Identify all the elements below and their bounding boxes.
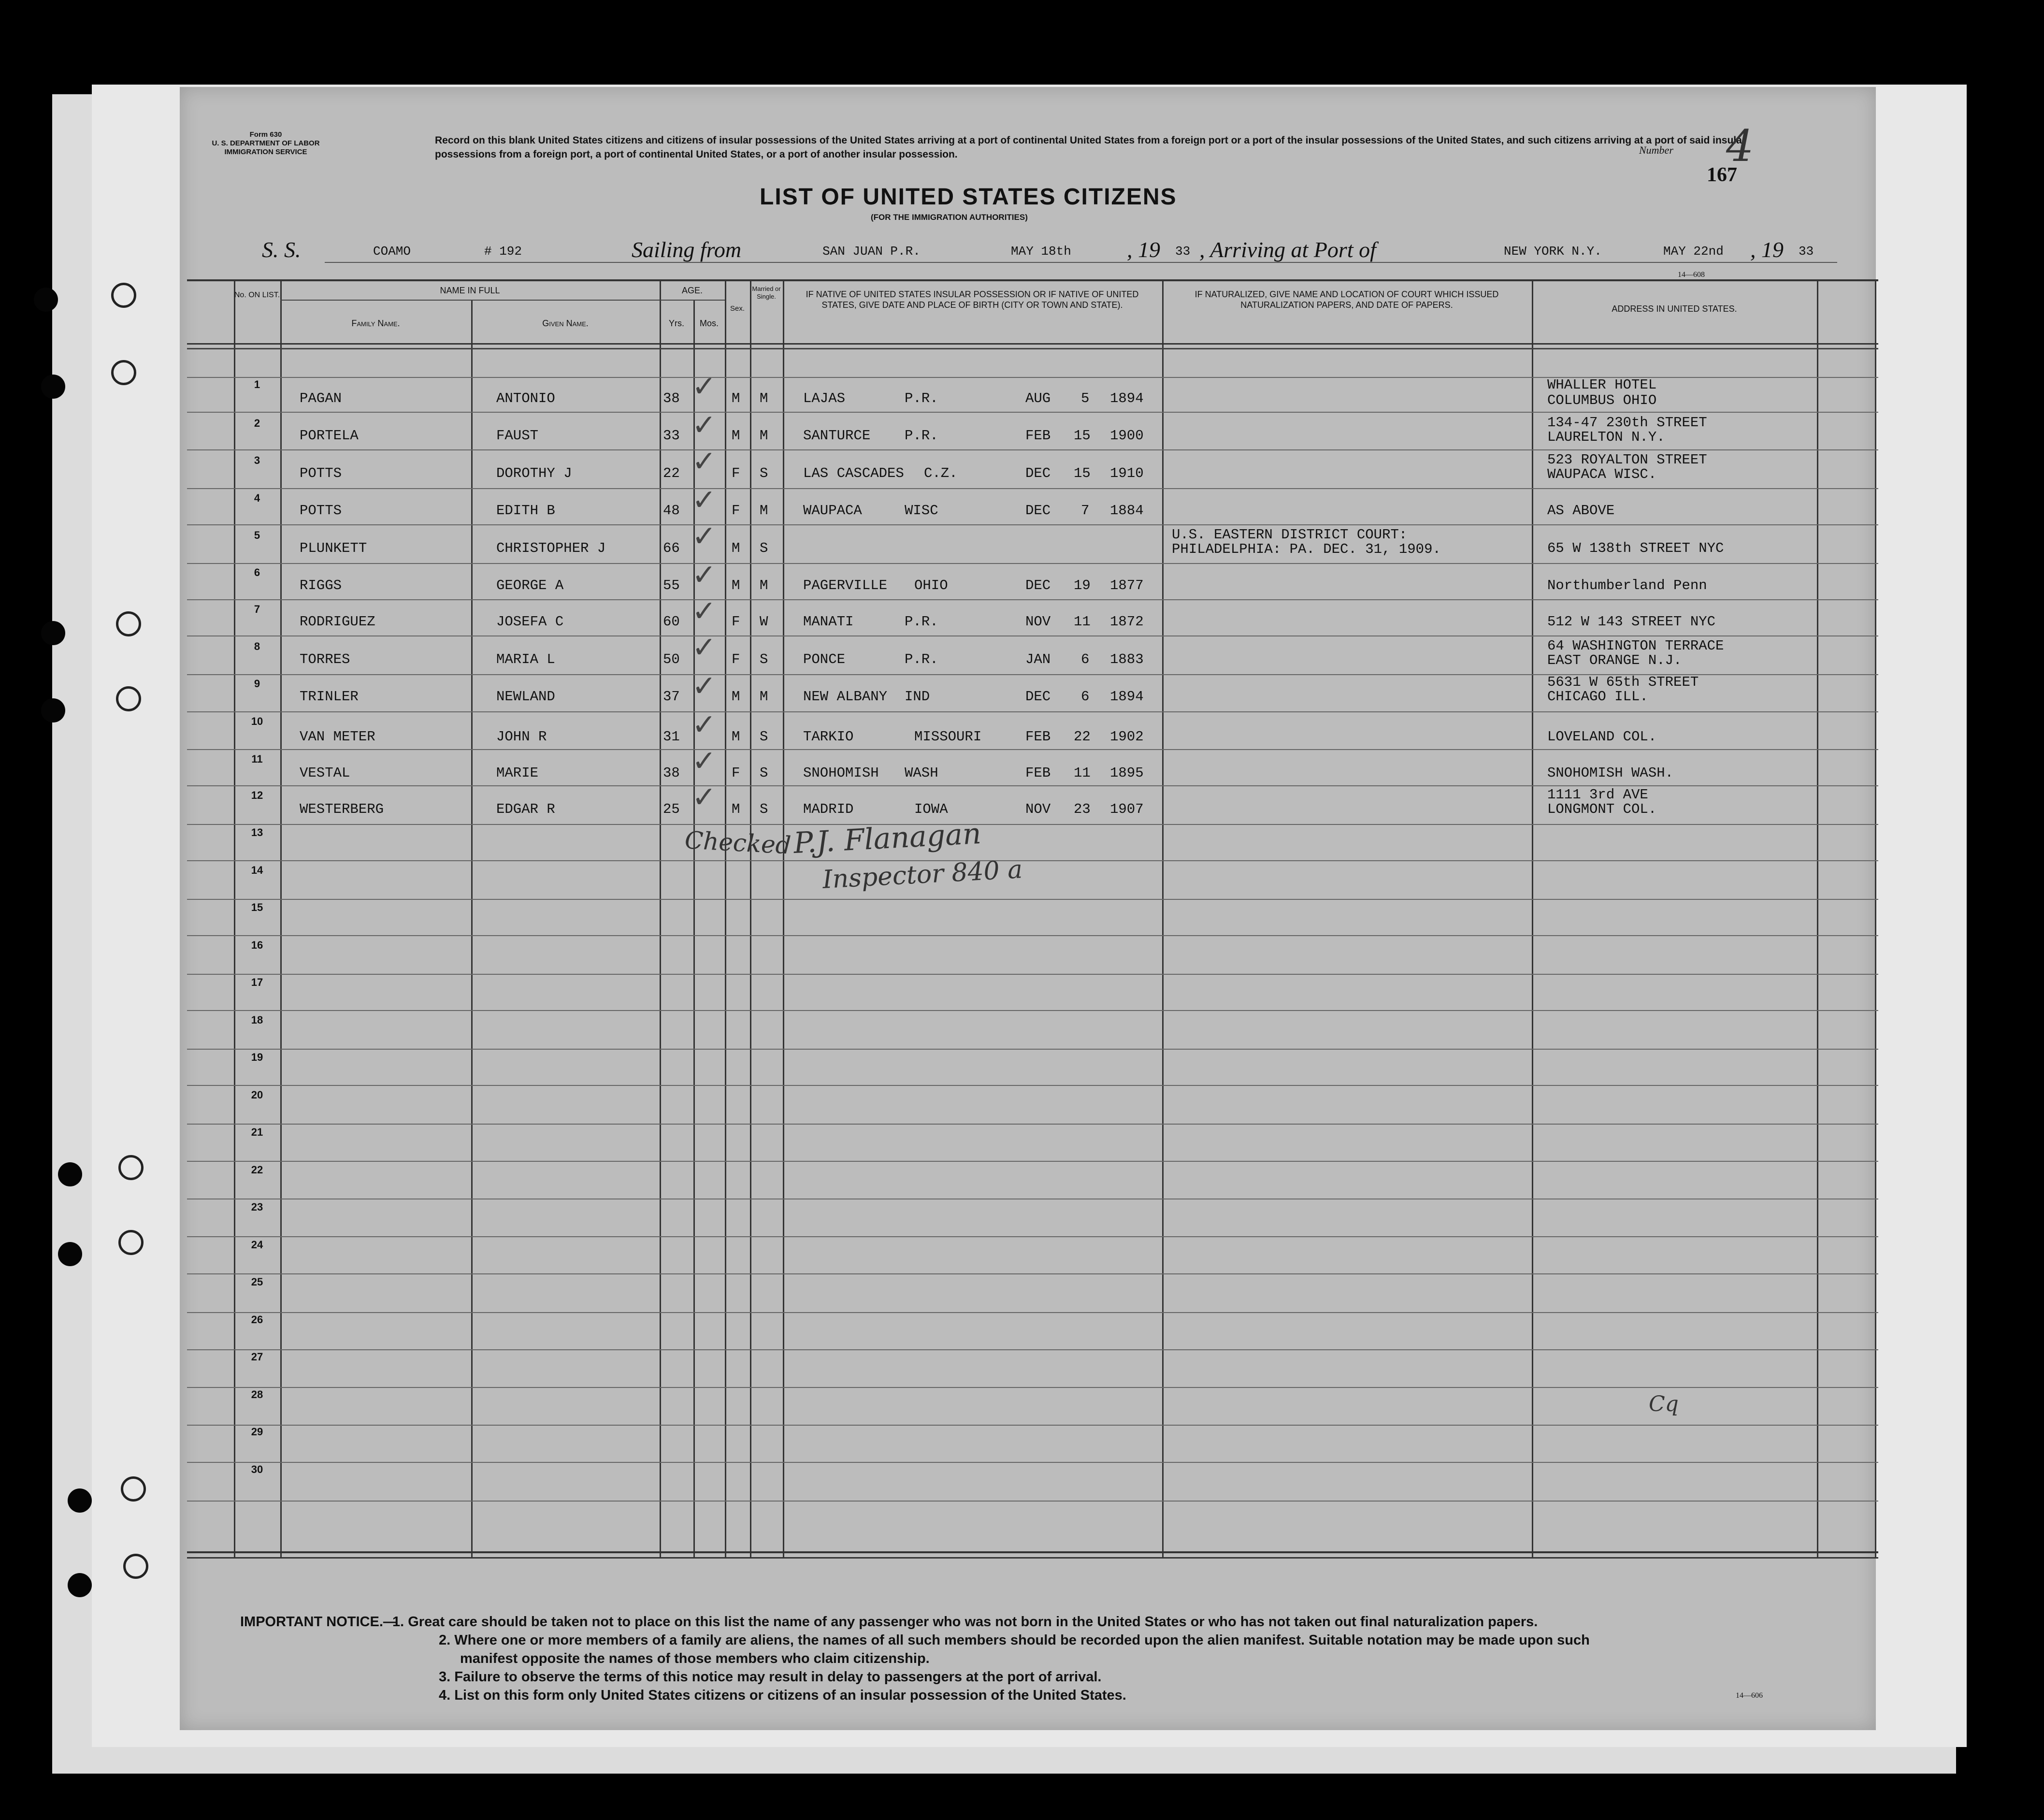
- checkmark-icon: ✓: [692, 408, 717, 442]
- given-name: EDGAR R: [496, 801, 555, 817]
- birth-state: IND: [905, 689, 930, 705]
- address-line1: SNOHOMISH WASH.: [1547, 765, 1674, 781]
- binder-hole-icon: [41, 375, 65, 399]
- row-number: 10: [251, 715, 263, 727]
- col-header-sex: Sex.: [730, 304, 745, 313]
- handwritten-inspector-name: P.J. Flanagan: [792, 816, 982, 861]
- birth-month: FEB: [1025, 428, 1051, 444]
- manifest-page: [180, 87, 1876, 1730]
- arrival-year: 33: [1799, 244, 1814, 259]
- birth-state: MISSOURI: [914, 729, 982, 745]
- checkmark-icon: ✓: [692, 520, 717, 553]
- handwritten-checked: Checked: [684, 826, 792, 860]
- sex: F: [732, 614, 740, 630]
- family-name: RIGGS: [300, 578, 342, 593]
- birth-year: 1902: [1110, 729, 1144, 745]
- address-line1: LOVELAND COL.: [1547, 729, 1657, 745]
- birth-day: 7: [1081, 503, 1090, 519]
- birth-state: C.Z.: [924, 465, 958, 481]
- birth-year: 1900: [1110, 428, 1144, 444]
- naturalization-court: U.S. EASTERN DISTRICT COURT:: [1172, 527, 1408, 543]
- col-header-given: Given Name.: [542, 318, 589, 328]
- col-divider: [783, 279, 784, 1558]
- checkmark-icon: ✓: [692, 445, 717, 478]
- birth-place: MANATI: [803, 614, 854, 630]
- row-number: 2: [254, 417, 260, 429]
- birth-state: IOWA: [914, 801, 948, 817]
- address-line2: LAURELTON N.Y.: [1547, 429, 1665, 445]
- birth-month: DEC: [1025, 503, 1051, 519]
- birth-place: SANTURCE: [803, 428, 871, 444]
- col-divider: [280, 279, 282, 1558]
- age-subheader-rule: [660, 300, 725, 301]
- birth-day: 15: [1074, 428, 1091, 444]
- address-line1: 1111 3rd AVE: [1547, 787, 1648, 803]
- binder-hole-icon: [68, 1488, 92, 1513]
- row-number: 21: [251, 1126, 263, 1138]
- birth-place: LAJAS: [803, 390, 846, 406]
- birth-day: 22: [1074, 729, 1091, 745]
- age-years: 31: [663, 729, 680, 745]
- address-line1: 523 ROYALTON STREET: [1547, 452, 1707, 468]
- row-number: 17: [251, 976, 263, 988]
- address-line2: CHICAGO ILL.: [1547, 689, 1648, 705]
- family-name: PORTELA: [300, 428, 359, 444]
- row-number: 24: [251, 1239, 263, 1251]
- sex: M: [732, 428, 740, 444]
- birth-month: FEB: [1025, 765, 1051, 781]
- birth-place: SNOHOMISH: [803, 765, 879, 781]
- voyage-underline: [325, 262, 1837, 263]
- row-number: 6: [254, 566, 260, 578]
- checkmark-icon: ✓: [692, 708, 717, 742]
- footer-form-code: 14—606: [1736, 1691, 1763, 1700]
- birth-state: P.R.: [905, 614, 938, 630]
- family-name: WESTERBERG: [300, 801, 384, 817]
- marital-status: S: [760, 540, 768, 556]
- given-name: NEWLAND: [496, 689, 555, 705]
- row-number: 14: [251, 864, 263, 876]
- row-number: 9: [254, 678, 260, 690]
- form-code: 14—608: [1678, 271, 1705, 279]
- birth-month: FEB: [1025, 729, 1051, 745]
- notice-item: 1. Great care should be taken not to place on this list the name of any passenger who was not born in the United States or who has not taken out final naturalization papers.: [392, 1614, 1538, 1630]
- table-bottom-rule: [187, 1551, 1878, 1553]
- address-line2: COLUMBUS OHIO: [1547, 392, 1657, 408]
- intro-text: Record on this blank United States citizens and citizens of insular possessions of the United States arriving at a port of continental United States from a foreign port or a port of the insular possessions of the United States, and such citizens arriving at a port of said insular possessions from a foreign port, a port of continental United States, or a port of another insular possession.: [435, 135, 1746, 160]
- row-number: 4: [254, 492, 260, 504]
- row-number: 27: [251, 1351, 263, 1363]
- birth-year: 1872: [1110, 614, 1144, 630]
- birth-day: 11: [1074, 614, 1091, 630]
- marital-status: M: [760, 689, 768, 705]
- address-line1: 5631 W 65th STREET: [1547, 674, 1699, 690]
- sex: M: [732, 390, 740, 406]
- age-years: 48: [663, 503, 680, 519]
- binder-ring-icon: [111, 283, 136, 308]
- age-years: 37: [663, 689, 680, 705]
- marital-status: S: [760, 729, 768, 745]
- col-header-married: Married or Single.: [752, 285, 781, 300]
- marital-status: M: [760, 390, 768, 406]
- binder-ring-icon: [116, 611, 141, 636]
- row-number: 18: [251, 1014, 263, 1026]
- arrival-date: MAY 22nd: [1663, 244, 1724, 259]
- table-top-rule: [187, 279, 1878, 281]
- birth-month: DEC: [1025, 465, 1051, 481]
- address-line2: EAST ORANGE N.J.: [1547, 652, 1682, 668]
- checkmark-icon: ✓: [692, 558, 717, 592]
- binder-ring-icon: [121, 1476, 146, 1502]
- sex: M: [732, 689, 740, 705]
- birth-state: WASH: [905, 765, 938, 781]
- col-header-mos: Mos.: [699, 318, 719, 328]
- binder-ring-icon: [118, 1155, 144, 1180]
- col-divider: [725, 279, 726, 1558]
- given-name: MARIE: [496, 765, 539, 781]
- binder-hole-icon: [68, 1573, 92, 1597]
- departure-port: SAN JUAN P.R.: [822, 244, 921, 259]
- birth-year: 1910: [1110, 465, 1144, 481]
- birth-year: 1883: [1110, 651, 1144, 667]
- row-number: 25: [251, 1276, 263, 1288]
- birth-month: JAN: [1025, 651, 1051, 667]
- birth-month: NOV: [1025, 614, 1051, 630]
- birth-year: 1895: [1110, 765, 1144, 781]
- notice-item: 3. Failure to observe the terms of this notice may result in delay to passengers at the port of arrival.: [439, 1669, 1102, 1685]
- given-name: JOSEFA C: [496, 614, 564, 630]
- departure-year: 33: [1175, 244, 1191, 259]
- age-years: 22: [663, 465, 680, 481]
- address-line1: 65 W 138th STREET NYC: [1547, 540, 1724, 556]
- birth-year: 1907: [1110, 801, 1144, 817]
- marital-status: S: [760, 465, 768, 481]
- page-title: LIST OF UNITED STATES CITIZENS: [760, 184, 1177, 210]
- ss-label: S. S.: [262, 237, 301, 262]
- notice-item: manifest opposite the names of those members who claim citizenship.: [460, 1651, 930, 1666]
- family-name: VAN METER: [300, 729, 375, 745]
- address-line1: Northumberland Penn: [1547, 578, 1707, 593]
- col-header-yrs: Yrs.: [668, 318, 684, 328]
- binder-hole-icon: [41, 621, 65, 645]
- birth-day: 19: [1074, 578, 1091, 593]
- row-number: 1: [254, 378, 260, 390]
- birth-day: 23: [1074, 801, 1091, 817]
- binder-hole-icon: [58, 1162, 82, 1186]
- family-name: POTTS: [300, 503, 342, 519]
- checkmark-icon: ✓: [692, 483, 717, 517]
- col-header-age: AGE.: [681, 286, 703, 295]
- voyage-number: # 192: [484, 244, 522, 259]
- checkmark-icon: ✓: [692, 594, 717, 628]
- page-number: 167: [1707, 164, 1737, 186]
- birth-day: 15: [1074, 465, 1091, 481]
- family-name: VESTAL: [300, 765, 350, 781]
- sex: F: [732, 651, 740, 667]
- birth-day: 5: [1081, 390, 1090, 406]
- sex: F: [732, 765, 740, 781]
- row-number: 12: [251, 789, 263, 801]
- birth-place: PAGERVILLE: [803, 578, 888, 593]
- given-name: ANTONIO: [496, 390, 555, 406]
- address-line2: WAUPACA WISC.: [1547, 466, 1657, 482]
- checkmark-icon: ✓: [692, 669, 717, 703]
- birth-year: 1877: [1110, 578, 1144, 593]
- birth-month: DEC: [1025, 578, 1051, 593]
- address-line2: LONGMONT COL.: [1547, 801, 1657, 817]
- page-subtitle: (FOR THE IMMIGRATION AUTHORITIES): [871, 213, 1028, 222]
- birth-month: DEC: [1025, 689, 1051, 705]
- arrival-year-prefix: , 19: [1750, 237, 1784, 262]
- col-divider: [1875, 279, 1876, 1558]
- row-number: 20: [251, 1089, 263, 1101]
- col-header-no: No. ON LIST.: [234, 291, 280, 299]
- birth-year: 1894: [1110, 689, 1144, 705]
- row-number: 16: [251, 939, 263, 951]
- form-department: U. S. DEPARTMENT OF LABOR: [212, 139, 320, 147]
- row-number: 26: [251, 1314, 263, 1326]
- number-handwritten: 4: [1726, 121, 1754, 172]
- name-subheader-rule: [280, 300, 660, 301]
- sex: M: [732, 801, 740, 817]
- birth-day: 6: [1081, 651, 1090, 667]
- age-years: 38: [663, 390, 680, 406]
- marital-status: S: [760, 765, 768, 781]
- form-identifier: [203, 130, 329, 157]
- age-years: 25: [663, 801, 680, 817]
- row-number: 5: [254, 529, 260, 541]
- given-name: EDITH B: [496, 503, 555, 519]
- birth-place: PONCE: [803, 651, 846, 667]
- col-divider: [660, 279, 661, 1558]
- row-number: 28: [251, 1388, 263, 1401]
- col-header-family: Family Name.: [351, 318, 400, 328]
- sex: M: [732, 578, 740, 593]
- birth-year: 1894: [1110, 390, 1144, 406]
- form-number: Form 630: [249, 130, 282, 139]
- binder-hole-icon: [34, 288, 58, 312]
- birth-state: P.R.: [905, 390, 938, 406]
- binder-ring-icon: [116, 686, 141, 711]
- family-name: PLUNKETT: [300, 540, 367, 556]
- marital-status: S: [760, 801, 768, 817]
- col-divider: [750, 279, 751, 1558]
- row-number: 29: [251, 1426, 263, 1438]
- age-years: 55: [663, 578, 680, 593]
- family-name: RODRIGUEZ: [300, 614, 375, 630]
- handwritten-mark: Cq: [1649, 1392, 1679, 1416]
- departure-date: MAY 18th: [1011, 244, 1071, 259]
- ship-name: COAMO: [373, 244, 411, 259]
- address-line1: 512 W 143 STREET NYC: [1547, 614, 1716, 630]
- age-years: 50: [663, 651, 680, 667]
- birth-place: LAS CASCADES: [803, 465, 904, 481]
- col-divider: [234, 279, 235, 1558]
- col-header-address: ADDRESS IN UNITED STATES.: [1612, 304, 1737, 314]
- given-name: MARIA L: [496, 651, 555, 667]
- col-divider: [1817, 279, 1818, 1558]
- row-number: 7: [254, 603, 260, 615]
- birth-place: TARKIO: [803, 729, 854, 745]
- checkmark-icon: ✓: [692, 780, 717, 814]
- sex: F: [732, 465, 740, 481]
- row-number: 15: [251, 901, 263, 913]
- col-header-name: NAME IN FULL: [440, 286, 500, 295]
- address-line1: WHALLER HOTEL: [1547, 377, 1657, 393]
- address-line1: 134-47 230th STREET: [1547, 415, 1707, 431]
- checkmark-icon: ✓: [692, 370, 717, 404]
- given-name: DOROTHY J: [496, 465, 572, 481]
- birth-year: 1884: [1110, 503, 1144, 519]
- table-bottom-rule-2: [187, 1557, 1878, 1559]
- year-prefix: , 19: [1127, 237, 1160, 262]
- birth-place: NEW ALBANY: [803, 689, 888, 705]
- row-number: 3: [254, 454, 260, 466]
- age-years: 33: [663, 428, 680, 444]
- col-divider: [1532, 279, 1533, 1558]
- family-name: TORRES: [300, 651, 350, 667]
- arriving-label: , Arriving at Port of: [1199, 237, 1376, 262]
- row-number: 22: [251, 1164, 263, 1176]
- row-number: 30: [251, 1463, 263, 1475]
- sex: F: [732, 503, 740, 519]
- row-number: 11: [251, 753, 263, 765]
- checkmark-icon: ✓: [692, 744, 717, 778]
- notice-item: 2. Where one or more members of a family are aliens, the names of all such members should be recorded upon the alien manifest. Suitable notation may be made upon such: [439, 1632, 1590, 1648]
- sailing-label: Sailing from: [632, 237, 742, 262]
- marital-status: M: [760, 503, 768, 519]
- arrival-port: NEW YORK N.Y.: [1504, 244, 1602, 259]
- checkmark-icon: ✓: [692, 631, 717, 664]
- age-years: 38: [663, 765, 680, 781]
- binder-hole-icon: [58, 1242, 82, 1266]
- number-label: Number: [1639, 144, 1673, 156]
- marital-status: M: [760, 578, 768, 593]
- binder-ring-icon: [118, 1230, 144, 1255]
- handwritten-inspector-title: Inspector 840 a: [821, 855, 1023, 895]
- notice-heading: IMPORTANT NOTICE.—: [240, 1614, 397, 1630]
- marital-status: M: [760, 428, 768, 444]
- family-name: TRINLER: [300, 689, 359, 705]
- family-name: POTTS: [300, 465, 342, 481]
- given-name: FAUST: [496, 428, 539, 444]
- given-name: JOHN R: [496, 729, 547, 745]
- form-service: IMMIGRATION SERVICE: [224, 148, 307, 156]
- address-line1: AS ABOVE: [1547, 503, 1615, 519]
- sex: M: [732, 729, 740, 745]
- marital-status: W: [760, 614, 768, 630]
- age-years: 60: [663, 614, 680, 630]
- row-number: 19: [251, 1051, 263, 1063]
- birth-month: AUG: [1025, 390, 1051, 406]
- birth-day: 11: [1074, 765, 1091, 781]
- marital-status: S: [760, 651, 768, 667]
- birth-place: WAUPACA: [803, 503, 862, 519]
- row-number: 8: [254, 640, 260, 652]
- row-number: 13: [251, 826, 263, 838]
- col-divider: [1162, 279, 1164, 1558]
- birth-day: 6: [1081, 689, 1090, 705]
- col-header-naturalized: IF NATURALIZED, GIVE NAME AND LOCATION OF COURT WHICH ISSUED NATURALIZATION PAPERS, AND DATE OF PAPERS.: [1195, 289, 1499, 310]
- birth-state: WISC: [905, 503, 938, 519]
- notice-item: 4. List on this form only United States citizens or citizens of an insular possession of the United States.: [439, 1688, 1126, 1703]
- naturalization-date: PHILADELPHIA: PA. DEC. 31, 1909.: [1172, 541, 1441, 557]
- col-header-birth: IF NATIVE OF UNITED STATES INSULAR POSSESSION OR IF NATIVE OF UNITED STATES, GIVE DATE AND PLACE OF BIRTH (CITY OR TOWN AND STATE).: [806, 289, 1139, 310]
- row-number: 23: [251, 1201, 263, 1213]
- birth-state: P.R.: [905, 651, 938, 667]
- binder-ring-icon: [111, 360, 136, 385]
- birth-place: MADRID: [803, 801, 854, 817]
- binder-hole-icon: [41, 698, 65, 722]
- sex: M: [732, 540, 740, 556]
- birth-state: OHIO: [914, 578, 948, 593]
- given-name: GEORGE A: [496, 578, 564, 593]
- birth-month: NOV: [1025, 801, 1051, 817]
- table-header-rule: [187, 343, 1878, 345]
- family-name: PAGAN: [300, 390, 342, 406]
- birth-state: P.R.: [905, 428, 938, 444]
- age-years: 66: [663, 540, 680, 556]
- address-line1: 64 WASHINGTON TERRACE: [1547, 638, 1724, 654]
- given-name: CHRISTOPHER J: [496, 540, 606, 556]
- binder-ring-icon: [123, 1554, 148, 1579]
